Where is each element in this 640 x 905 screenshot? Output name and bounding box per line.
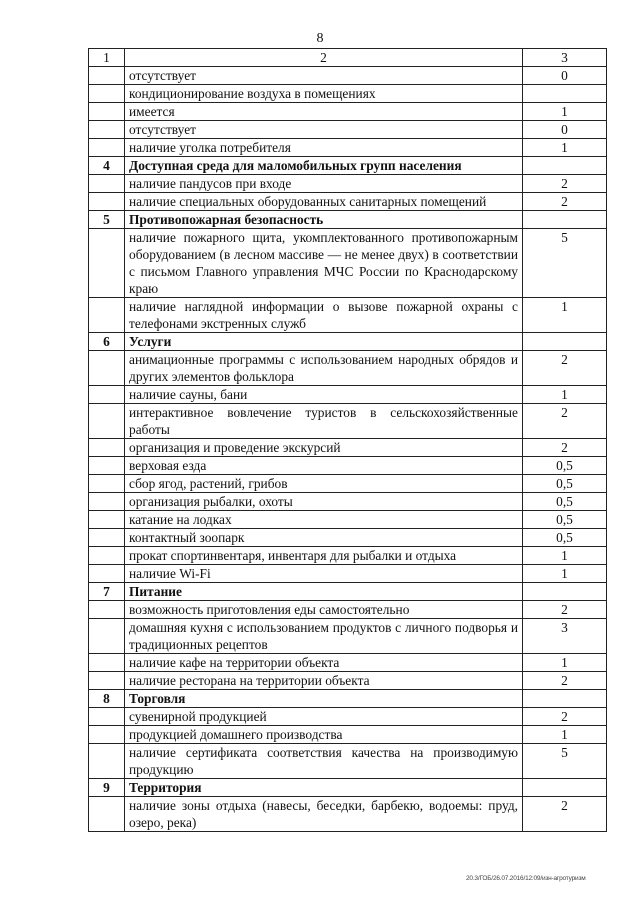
section-title: Противопожарная безопасность (125, 211, 523, 229)
score-value: 5 (523, 744, 607, 779)
section-number: 9 (89, 779, 125, 797)
section-number (89, 67, 125, 85)
criterion-text: организация и проведение экскурсий (125, 439, 523, 457)
section-row (89, 333, 607, 351)
section-number (89, 103, 125, 121)
section-number: 8 (89, 690, 125, 708)
score-value: 2 (523, 672, 607, 690)
page-number: 8 (316, 31, 324, 46)
table-row (89, 726, 607, 744)
score-value (523, 333, 607, 351)
table-row (89, 175, 607, 193)
section-number (89, 511, 125, 529)
criterion-text: наличие уголка потребителя (125, 139, 523, 157)
section-number (89, 229, 125, 298)
section-number (89, 351, 125, 386)
criterion-text: интерактивное вовлечение туристов в сельскохозяйственные работы (125, 404, 523, 439)
criterion-text: наличие Wi-Fi (125, 565, 523, 583)
criterion-text: отсутствует (125, 67, 523, 85)
section-number (89, 744, 125, 779)
score-value: 1 (523, 726, 607, 744)
table-row (89, 439, 607, 457)
score-value: 2 (523, 601, 607, 619)
section-number (89, 439, 125, 457)
criterion-text: наличие наглядной информации о вызове пожарной охраны с телефонами экстренных служб (125, 298, 523, 333)
table-row (89, 672, 607, 690)
section-number (89, 654, 125, 672)
criterion-text: наличие сауны, бани (125, 386, 523, 404)
table-header-row (89, 49, 607, 67)
table-row (89, 404, 607, 439)
score-value: 0,5 (523, 475, 607, 493)
criterion-text: сувенирной продукцией (125, 708, 523, 726)
section-number (89, 457, 125, 475)
table-row (89, 121, 607, 139)
table-row (89, 511, 607, 529)
section-row (89, 157, 607, 175)
section-row (89, 211, 607, 229)
criterion-text: наличие пожарного щита, укомплектованного противопожарным оборудованием (в лесном массиве — не менее двух) в соответствии с письмом Главного управления МЧС России по Краснодарскому краю (125, 229, 523, 298)
score-value: 1 (523, 298, 607, 333)
criterion-text: прокат спортинвентаря, инвентаря для рыбалки и отдыха (125, 547, 523, 565)
score-value: 0,5 (523, 457, 607, 475)
score-value: 1 (523, 103, 607, 121)
section-number (89, 493, 125, 511)
header-col-criterion: 2 (125, 49, 523, 67)
criterion-text: наличие сертификата соответствия качества на производимую продукцию (125, 744, 523, 779)
section-number (89, 797, 125, 832)
table-row (89, 475, 607, 493)
section-number: 5 (89, 211, 125, 229)
score-value: 2 (523, 404, 607, 439)
criterion-text: наличие зоны отдыха (навесы, беседки, барбекю, водоемы: пруд, озеро, река) (125, 797, 523, 832)
section-title: Территория (125, 779, 523, 797)
table-row (89, 386, 607, 404)
table-row (89, 708, 607, 726)
score-value: 0 (523, 67, 607, 85)
criteria-table (88, 48, 607, 832)
header-col-number: 1 (89, 49, 125, 67)
criterion-text: возможность приготовления еды самостоятельно (125, 601, 523, 619)
section-number (89, 565, 125, 583)
footer-document-code: 20.3/ГОБ/26.07.2016/12:09/изн-агротуризм (466, 875, 586, 882)
table-row (89, 493, 607, 511)
section-number (89, 672, 125, 690)
table-row (89, 67, 607, 85)
section-number (89, 726, 125, 744)
section-number (89, 139, 125, 157)
criterion-text: верховая езда (125, 457, 523, 475)
table-row (89, 565, 607, 583)
criterion-text: наличие кафе на территории объекта (125, 654, 523, 672)
score-value: 1 (523, 139, 607, 157)
criterion-text: домашняя кухня с использованием продуктов с личного подворья и традиционных рецептов (125, 619, 523, 654)
score-value: 2 (523, 797, 607, 832)
section-title: Услуги (125, 333, 523, 351)
criterion-text: отсутствует (125, 121, 523, 139)
score-value: 2 (523, 351, 607, 386)
score-value: 2 (523, 708, 607, 726)
criterion-text: катание на лодках (125, 511, 523, 529)
section-number (89, 619, 125, 654)
table-row (89, 654, 607, 672)
score-value: 2 (523, 175, 607, 193)
section-number (89, 404, 125, 439)
section-number (89, 529, 125, 547)
score-value (523, 157, 607, 175)
section-number (89, 601, 125, 619)
score-value: 3 (523, 619, 607, 654)
section-number (89, 85, 125, 103)
header-col-score: 3 (523, 49, 607, 67)
table-row (89, 103, 607, 121)
criterion-text: кондиционирование воздуха в помещениях (125, 85, 523, 103)
table-row (89, 351, 607, 386)
score-value: 1 (523, 565, 607, 583)
score-value: 1 (523, 654, 607, 672)
score-value: 0,5 (523, 493, 607, 511)
score-value (523, 690, 607, 708)
section-number (89, 547, 125, 565)
criterion-text: имеется (125, 103, 523, 121)
score-value: 0 (523, 121, 607, 139)
table-row (89, 85, 607, 103)
table-row (89, 298, 607, 333)
section-number (89, 386, 125, 404)
section-number (89, 193, 125, 211)
table-row (89, 797, 607, 832)
score-value (523, 583, 607, 601)
criterion-text: наличие пандусов при входе (125, 175, 523, 193)
criterion-text: анимационные программы с использованием народных обрядов и других элементов фольклора (125, 351, 523, 386)
criterion-text: контактный зоопарк (125, 529, 523, 547)
table-row (89, 457, 607, 475)
table-row (89, 529, 607, 547)
score-value: 5 (523, 229, 607, 298)
score-value: 1 (523, 547, 607, 565)
score-value: 1 (523, 386, 607, 404)
section-row (89, 583, 607, 601)
table-row (89, 193, 607, 211)
score-value: 0,5 (523, 511, 607, 529)
table-row (89, 601, 607, 619)
section-number (89, 298, 125, 333)
section-number (89, 175, 125, 193)
score-value: 0,5 (523, 529, 607, 547)
criterion-text: наличие специальных оборудованных санитарных помещений (125, 193, 523, 211)
criterion-text: организация рыбалки, охоты (125, 493, 523, 511)
table-row (89, 619, 607, 654)
section-row (89, 779, 607, 797)
score-value: 2 (523, 439, 607, 457)
section-title: Питание (125, 583, 523, 601)
section-number: 7 (89, 583, 125, 601)
section-number (89, 475, 125, 493)
table-row (89, 744, 607, 779)
section-title: Доступная среда для маломобильных групп населения (125, 157, 523, 175)
section-number (89, 121, 125, 139)
score-value (523, 779, 607, 797)
section-number: 4 (89, 157, 125, 175)
table-row (89, 547, 607, 565)
criterion-text: продукцией домашнего производства (125, 726, 523, 744)
criterion-text: наличие ресторана на территории объекта (125, 672, 523, 690)
score-value (523, 85, 607, 103)
section-number: 6 (89, 333, 125, 351)
table-row (89, 229, 607, 298)
score-value (523, 211, 607, 229)
table-row (89, 139, 607, 157)
section-row (89, 690, 607, 708)
section-number (89, 708, 125, 726)
score-value: 2 (523, 193, 607, 211)
criterion-text: сбор ягод, растений, грибов (125, 475, 523, 493)
section-title: Торговля (125, 690, 523, 708)
